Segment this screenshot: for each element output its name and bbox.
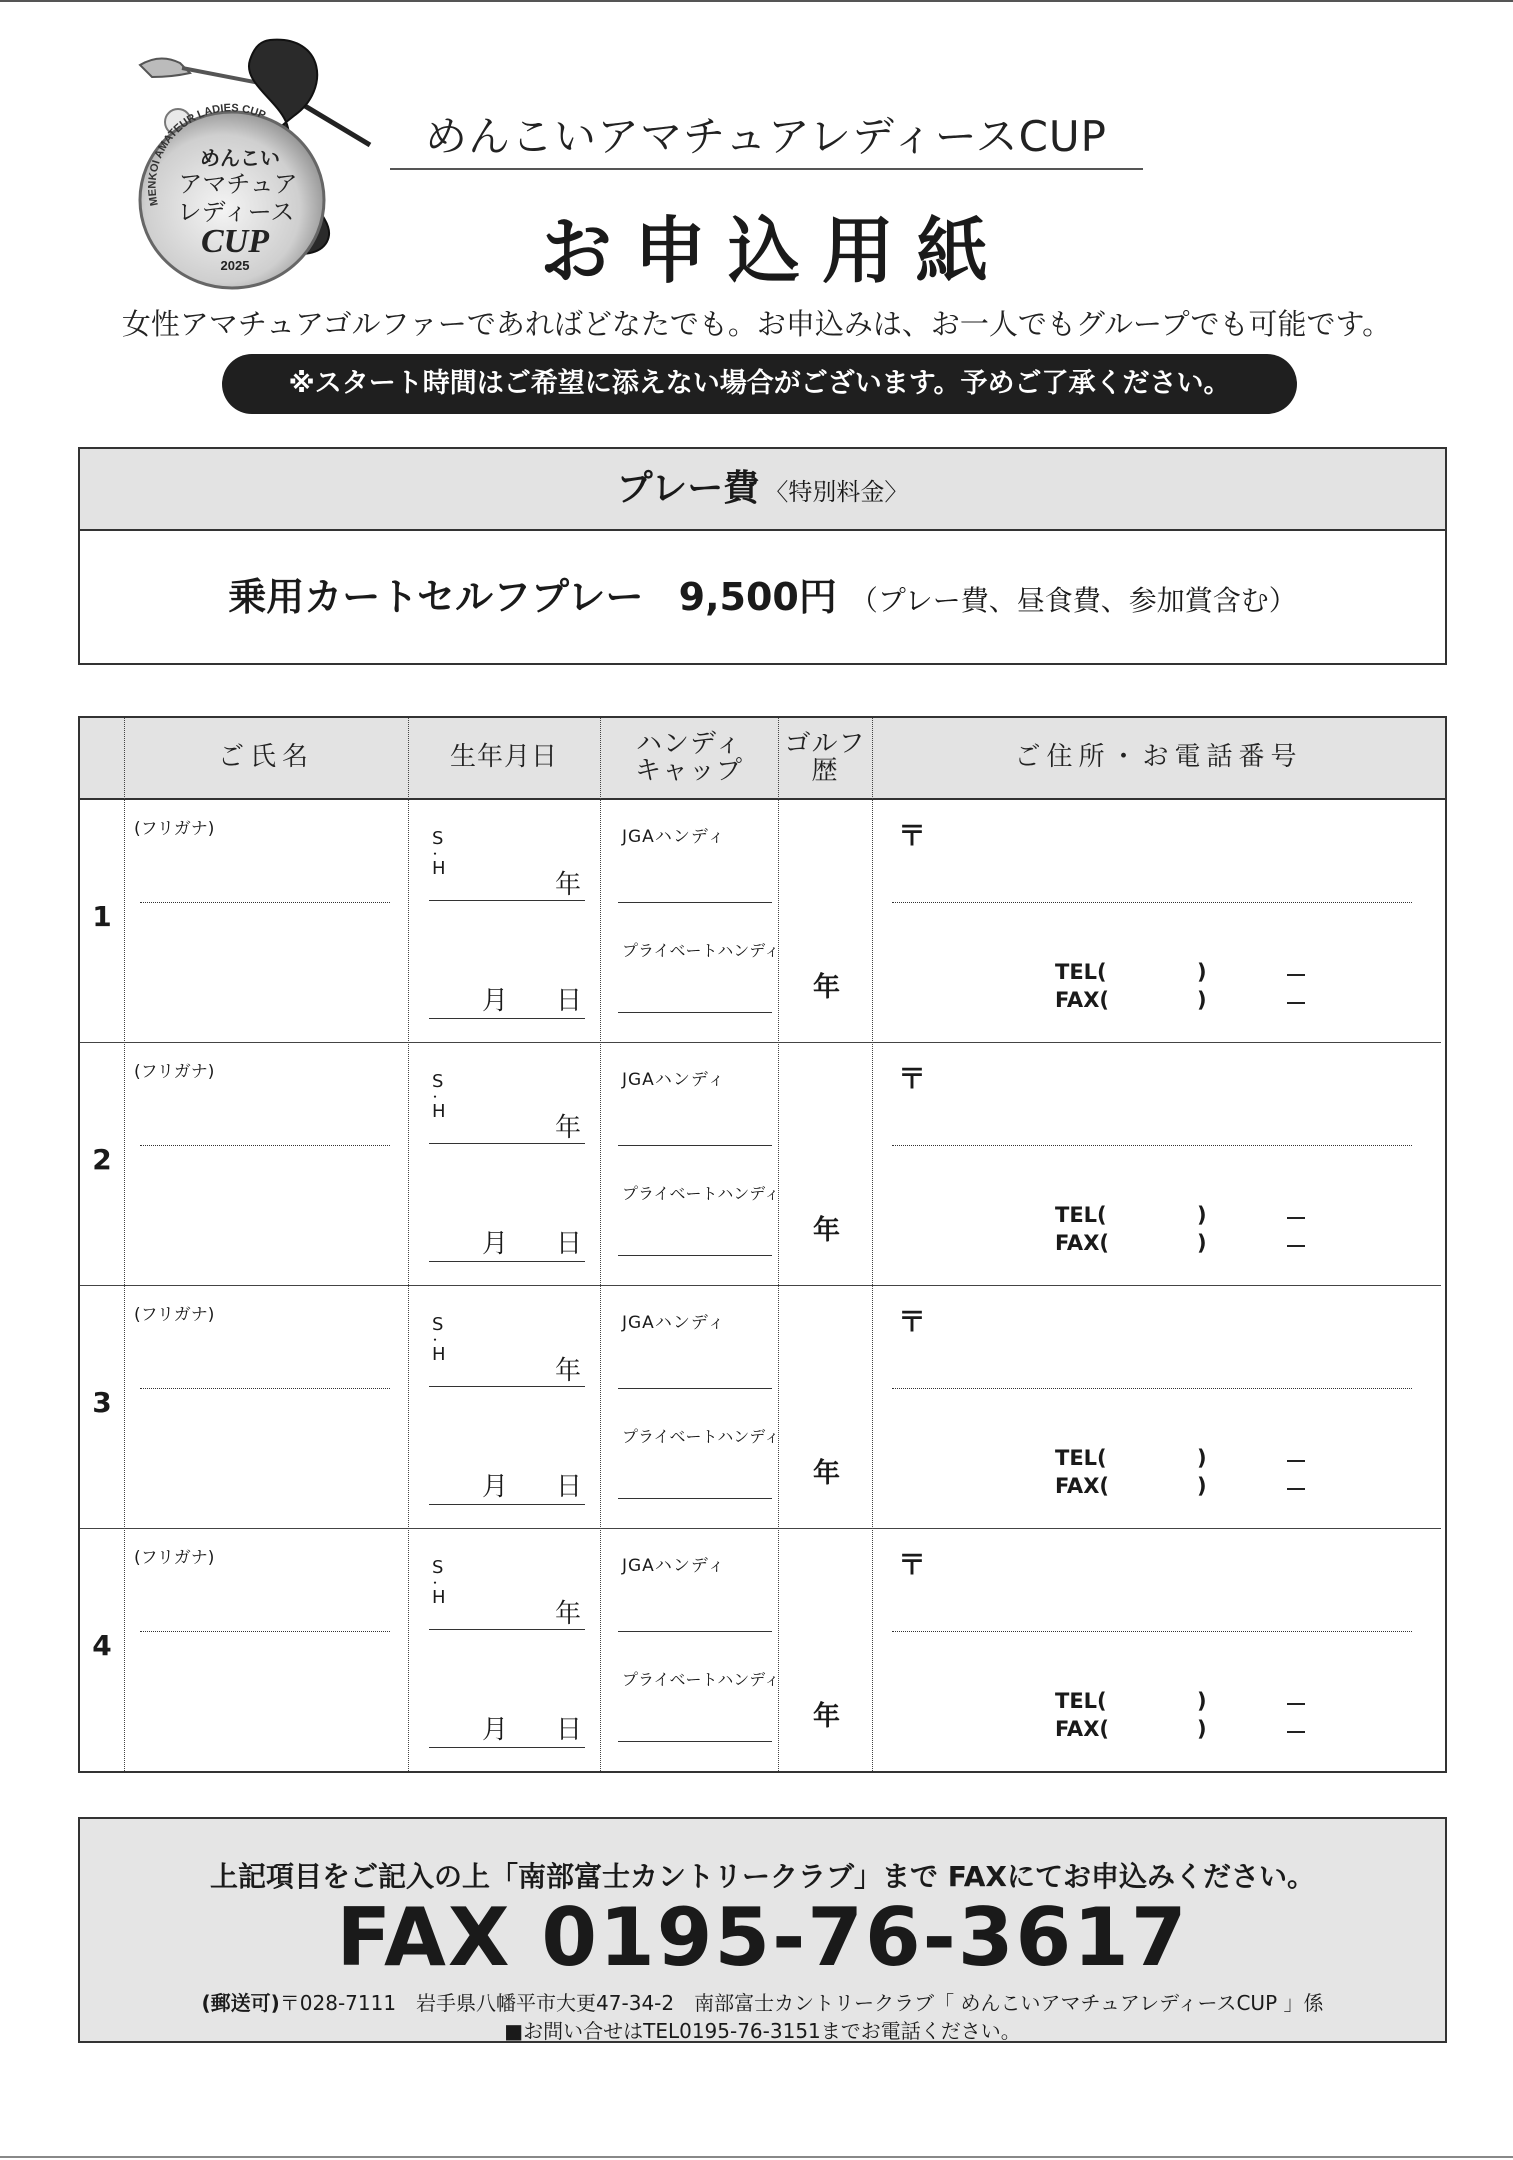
- tel-dash: [1287, 1703, 1305, 1705]
- fax-label: FAX(: [1055, 1717, 1109, 1741]
- fee-heading-note: 〈特別料金〉: [764, 478, 909, 506]
- header-birth: 生年月日: [449, 742, 558, 773]
- tel-close-paren: ): [1197, 1446, 1207, 1470]
- birth-month-label: 月: [482, 1472, 509, 1502]
- start-time-notice: ※スタート時間はご希望に添えない場合がございます。予めご了承ください。: [222, 354, 1297, 414]
- birth-year-label: 年: [555, 870, 582, 900]
- tel-label: TEL(: [1055, 1689, 1107, 1713]
- era-showa: S: [432, 1557, 444, 1578]
- fax-dash: [1287, 1488, 1305, 1490]
- header-golf-line1: ゴルフ: [784, 728, 866, 759]
- logo-line3: レディース: [177, 198, 295, 226]
- golf-years-label: 年: [813, 1701, 840, 1732]
- form-title: お申込用紙: [540, 208, 1011, 293]
- birth-date-line: [429, 1261, 585, 1262]
- event-title: めんこいアマチュアレディースCUP: [425, 112, 1107, 161]
- fee-price: 9,500円: [678, 575, 837, 619]
- postal-mark: 〒: [898, 1305, 927, 1338]
- birth-year-label: 年: [555, 1599, 582, 1629]
- era-separator: ・: [429, 1333, 442, 1347]
- logo-arc-text: MENKOI AMATEUR LADIES CUP: [146, 102, 268, 207]
- mail-ok-label: (郵送可): [201, 1991, 280, 2015]
- fax-info-box: [78, 1817, 1447, 2043]
- birth-date-line: [429, 1018, 585, 1019]
- entry-row: [80, 1286, 1445, 1529]
- name-dotted-line: [140, 902, 390, 903]
- birth-year-line: [429, 1386, 585, 1387]
- fee-heading: [80, 449, 1445, 531]
- header-name: ご氏名: [217, 742, 314, 773]
- postal-mark: 〒: [898, 1548, 927, 1581]
- fax-close-paren: ): [1197, 1474, 1207, 1498]
- era-separator: ・: [429, 1090, 442, 1104]
- tel-label: TEL(: [1055, 1203, 1107, 1227]
- birth-year-line: [429, 900, 585, 901]
- fee-plan: 乗用カートセルフプレー: [228, 575, 644, 619]
- header-handicap: [600, 718, 778, 798]
- tel-dash: [1287, 974, 1305, 976]
- era-separator: ・: [429, 847, 442, 861]
- golf-years-label: 年: [813, 1458, 840, 1489]
- golf-years-label: 年: [813, 972, 840, 1003]
- fax-label: FAX(: [1055, 988, 1109, 1012]
- fax-close-paren: ): [1197, 1231, 1207, 1255]
- birth-year-label: 年: [555, 1356, 582, 1386]
- era-label: [429, 1314, 446, 1365]
- tel-dash: [1287, 1217, 1305, 1219]
- private-handicap-label: プライベートハンディ: [622, 1670, 780, 1689]
- mailing-address-text: 〒028-7111 岩手県八幡平市大更47-34-2 南部富士カントリークラブ「 めんこいアマチュアレディースCUP 」係: [279, 1991, 1324, 2015]
- jga-handicap-line: [618, 1145, 772, 1146]
- birth-day-label: 日: [556, 986, 583, 1016]
- tel-close-paren: ): [1197, 1689, 1207, 1713]
- tel-close-paren: ): [1197, 960, 1207, 984]
- birth-date-line: [429, 1747, 585, 1748]
- entry-row: [80, 1043, 1445, 1286]
- private-handicap-line: [618, 1012, 772, 1013]
- furigana-label: (フリガナ): [134, 819, 215, 839]
- era-separator: ・: [429, 1576, 442, 1590]
- jga-handicap-label: JGAハンディ: [622, 1070, 726, 1090]
- entry-row: [80, 1529, 1445, 1772]
- fee-body: [80, 531, 1445, 663]
- fax-number: FAX 0195-76-3617: [336, 1891, 1189, 1984]
- private-handicap-line: [618, 1498, 772, 1499]
- address-dotted-line: [892, 1145, 1412, 1146]
- row-number: 3: [92, 1386, 112, 1419]
- birth-day-label: 日: [556, 1472, 583, 1502]
- event-logo: [120, 30, 390, 300]
- furigana-label: (フリガナ): [134, 1548, 215, 1568]
- contact-phone: ■お問い合せはTEL0195-76-3151までお電話ください。: [504, 2019, 1021, 2043]
- fax-instruction: 上記項目をご記入の上「南部富士カントリークラブ」まで FAXにてお申込みください。: [210, 1860, 1315, 1893]
- table-header: [80, 718, 1445, 800]
- fee-box: [78, 447, 1447, 665]
- mailing-address: [80, 1987, 1445, 2016]
- furigana-label: (フリガナ): [134, 1062, 215, 1082]
- birth-month-label: 月: [482, 1229, 509, 1259]
- birth-day-label: 日: [556, 1715, 583, 1745]
- fee-heading-label: プレー費: [616, 468, 760, 509]
- private-handicap-label: プライベートハンディ: [622, 1427, 780, 1446]
- bottom-border: [0, 2156, 1513, 2158]
- tel-label: TEL(: [1055, 960, 1107, 984]
- postal-mark: 〒: [898, 1062, 927, 1095]
- birth-date-line: [429, 1504, 585, 1505]
- fax-label: FAX(: [1055, 1231, 1109, 1255]
- jga-handicap-label: JGAハンディ: [622, 827, 726, 847]
- birth-day-label: 日: [556, 1229, 583, 1259]
- era-heisei: H: [432, 1344, 446, 1365]
- fax-close-paren: ): [1197, 988, 1207, 1012]
- era-showa: S: [432, 1314, 444, 1335]
- fee-includes: （プレー費、昼食費、参加賞含む）: [849, 584, 1297, 617]
- name-dotted-line: [140, 1631, 390, 1632]
- era-showa: S: [432, 828, 444, 849]
- fax-dash: [1287, 1245, 1305, 1247]
- era-showa: S: [432, 1071, 444, 1092]
- jga-handicap-label: JGAハンディ: [622, 1556, 726, 1576]
- private-handicap-label: プライベートハンディ: [622, 941, 780, 960]
- era-label: [429, 1071, 446, 1122]
- logo-line1: めんこい: [200, 146, 280, 170]
- name-dotted-line: [140, 1388, 390, 1389]
- tel-close-paren: ): [1197, 1203, 1207, 1227]
- jga-handicap-line: [618, 1631, 772, 1632]
- address-dotted-line: [892, 1388, 1412, 1389]
- birth-month-label: 月: [482, 986, 509, 1016]
- name-dotted-line: [140, 1145, 390, 1146]
- header-handicap-line1: ハンディ: [636, 728, 742, 759]
- tel-label: TEL(: [1055, 1446, 1107, 1470]
- logo-line4: CUP: [201, 223, 269, 260]
- entry-table: [78, 716, 1447, 1773]
- era-heisei: H: [432, 1101, 446, 1122]
- fax-close-paren: ): [1197, 1717, 1207, 1741]
- entry-row: [80, 800, 1445, 1043]
- fax-dash: [1287, 1002, 1305, 1004]
- row-number: 4: [92, 1629, 112, 1662]
- header-address: ご住所・お電話番号: [1014, 742, 1303, 773]
- title-divider: [390, 168, 1143, 170]
- address-dotted-line: [892, 1631, 1412, 1632]
- furigana-label: (フリガナ): [134, 1305, 215, 1325]
- header-golf-line2: 歴: [811, 756, 839, 786]
- era-label: [429, 828, 446, 879]
- intro-text: 女性アマチュアゴルファーであればどなたでも。お申込みは、お一人でもグループでも可能です。: [121, 307, 1392, 341]
- birth-year-line: [429, 1143, 585, 1144]
- era-label: [429, 1557, 446, 1608]
- birth-month-label: 月: [482, 1715, 509, 1745]
- row-number: 2: [92, 1143, 112, 1176]
- postal-mark: 〒: [898, 819, 927, 852]
- jga-handicap-label: JGAハンディ: [622, 1313, 726, 1333]
- private-handicap-line: [618, 1741, 772, 1742]
- golf-years-label: 年: [813, 1215, 840, 1246]
- era-heisei: H: [432, 858, 446, 879]
- private-handicap-label: プライベートハンディ: [622, 1184, 780, 1203]
- header-handicap-line2: キャップ: [634, 756, 743, 786]
- birth-year-label: 年: [555, 1113, 582, 1143]
- private-handicap-line: [618, 1255, 772, 1256]
- fax-label: FAX(: [1055, 1474, 1109, 1498]
- birth-year-line: [429, 1629, 585, 1630]
- jga-handicap-line: [618, 902, 772, 903]
- top-border: [0, 0, 1513, 2]
- jga-handicap-line: [618, 1388, 772, 1389]
- row-number: 1: [92, 900, 112, 933]
- header-golf-history: [778, 718, 872, 798]
- address-dotted-line: [892, 902, 1412, 903]
- tel-dash: [1287, 1460, 1305, 1462]
- logo-year: 2025: [220, 258, 250, 273]
- fax-dash: [1287, 1731, 1305, 1733]
- era-heisei: H: [432, 1587, 446, 1608]
- logo-line2: アマチュア: [178, 170, 298, 198]
